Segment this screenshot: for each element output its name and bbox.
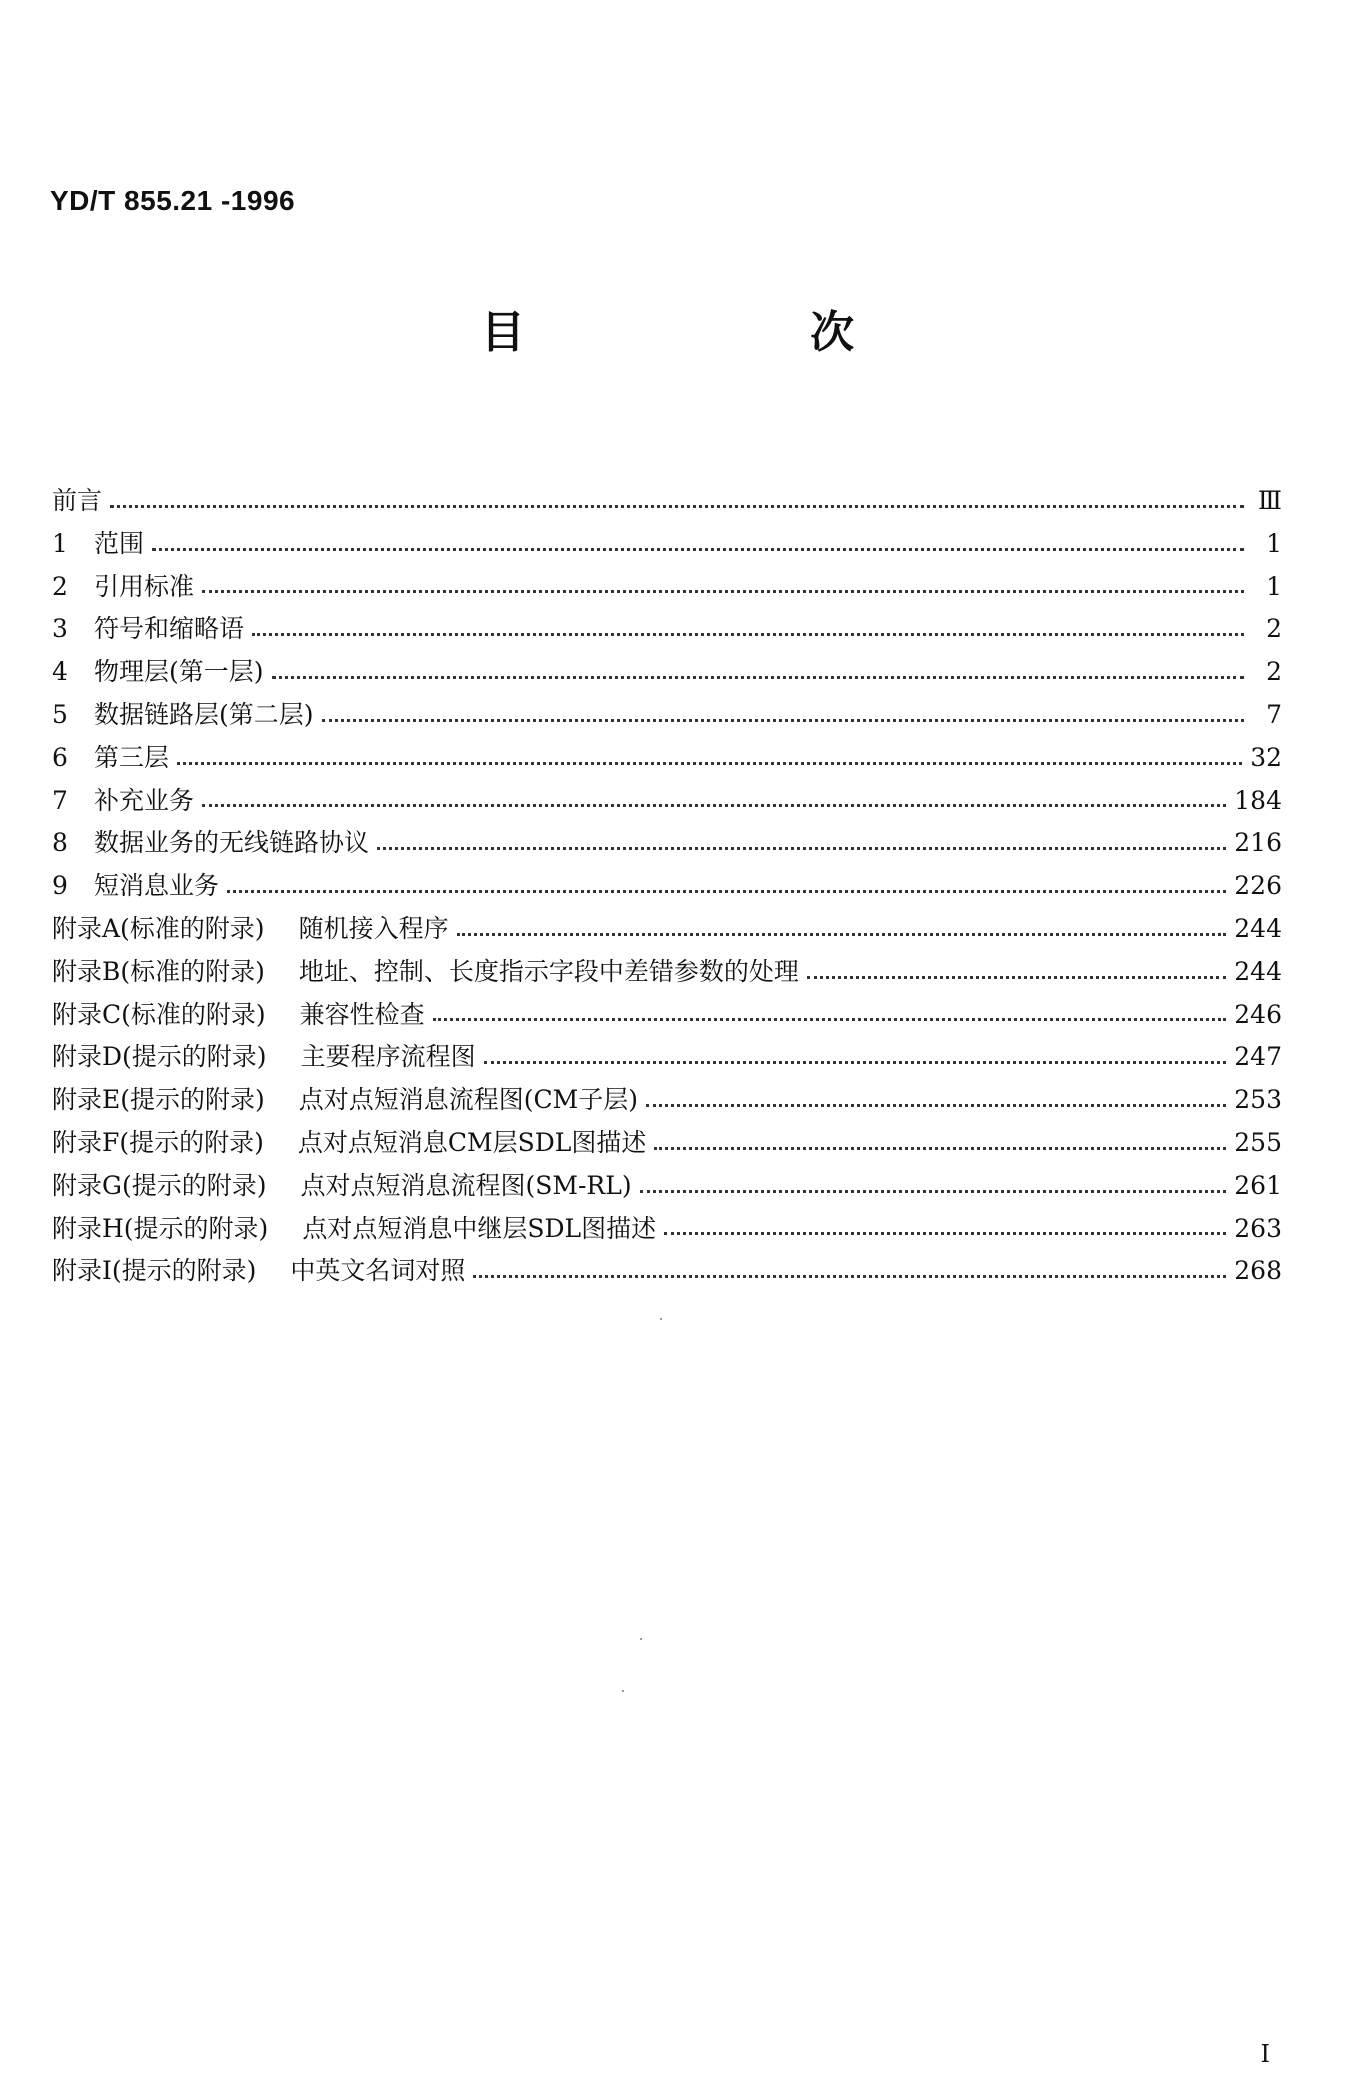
toc-entry[interactable] — [52, 609, 1282, 652]
dot-leader — [322, 719, 1244, 722]
toc-entry-label: 附录A(标准的附录) — [52, 913, 265, 943]
toc-entry-number: 8 — [52, 828, 68, 858]
dot-leader — [457, 933, 1227, 936]
dot-leader — [433, 1018, 1227, 1021]
toc-entry-subtitle: 点对点短消息中继层SDL图描述 — [302, 1213, 657, 1243]
standard-code: YD/T 855.21 -1996 — [50, 185, 296, 216]
toc-entry-page: 247 — [1234, 1042, 1282, 1072]
toc-entry[interactable] — [52, 909, 1282, 952]
toc-entry[interactable] — [52, 652, 1282, 695]
toc-entry-label: 附录C(标准的附录) — [52, 999, 266, 1029]
dot-leader — [152, 548, 1244, 551]
toc-entry-subtitle: 随机接入程序 — [298, 913, 449, 943]
toc-entry-label: 第三层 — [94, 742, 170, 772]
toc-entry-page: 7 — [1266, 699, 1282, 729]
toc-entry-label: 附录D(提示的附录) — [52, 1042, 267, 1072]
toc-entry-page: 261 — [1234, 1170, 1282, 1200]
toc-entry-subtitle: 点对点短消息流程图(CM子层) — [298, 1085, 639, 1115]
dot-leader — [202, 590, 1244, 593]
toc-entry-number: 1 — [52, 528, 68, 558]
toc-entry-label: 前言 — [52, 486, 103, 515]
toc-entry-page: 253 — [1234, 1085, 1282, 1115]
toc-entry-label: 数据链路层(第二层) — [94, 699, 314, 729]
toc-entry-label: 范围 — [94, 528, 145, 558]
toc-entry-label: 附录B(标准的附录) — [52, 956, 265, 986]
toc-entry[interactable] — [52, 738, 1282, 781]
toc-entry-page: 244 — [1234, 913, 1282, 943]
page-number: I — [1260, 2040, 1270, 2068]
toc-title: 目 次 — [480, 307, 990, 358]
toc-entry[interactable] — [52, 1080, 1282, 1123]
toc-entry-number: 6 — [52, 742, 68, 772]
toc-entry[interactable] — [52, 1209, 1282, 1252]
toc-entry[interactable] — [52, 1166, 1282, 1209]
dot-leader — [484, 1061, 1227, 1064]
toc-entry-subtitle: 主要程序流程图 — [300, 1042, 476, 1072]
dot-leader — [202, 804, 1226, 807]
toc-entry-number: 7 — [52, 785, 68, 815]
toc-entry-label: 符号和缩略语 — [94, 614, 245, 644]
toc-entry-page: 2 — [1266, 614, 1282, 644]
toc-entry-number: 5 — [52, 699, 68, 729]
dot-leader — [252, 633, 1244, 636]
toc-entry-page: 184 — [1234, 785, 1282, 815]
toc-entry-number: 4 — [52, 657, 68, 687]
toc-entry-page: 216 — [1234, 828, 1282, 858]
scan-speck — [640, 1638, 642, 1640]
toc-entry-page: 32 — [1250, 742, 1282, 772]
dot-leader — [110, 505, 1244, 508]
toc-entry-subtitle: 兼容性检查 — [299, 999, 425, 1029]
dot-leader — [377, 847, 1226, 850]
toc-entry-label: 引用标准 — [94, 571, 195, 601]
toc-entry-subtitle: 点对点短消息流程图(SM-RL) — [300, 1170, 632, 1200]
toc-entry[interactable] — [52, 1251, 1282, 1294]
toc-entry-number: 2 — [52, 571, 68, 601]
toc-entry-page: 2 — [1266, 657, 1282, 687]
toc-entry[interactable] — [52, 567, 1282, 610]
toc-entry-page: 246 — [1234, 999, 1282, 1029]
toc-entry-subtitle: 地址、控制、长度指示字段中差错参数的处理 — [298, 956, 799, 986]
dot-leader — [473, 1275, 1226, 1278]
toc-entry-label: 附录F(提示的附录) — [52, 1127, 264, 1157]
table-of-contents — [52, 481, 1282, 1294]
toc-entry-label: 短消息业务 — [94, 871, 220, 901]
toc-entry-label: 补充业务 — [94, 785, 195, 815]
toc-entry[interactable] — [52, 695, 1282, 738]
dot-leader — [654, 1147, 1226, 1150]
dot-leader — [272, 676, 1244, 679]
toc-entry-page: 1 — [1266, 571, 1282, 601]
toc-entry[interactable] — [52, 1123, 1282, 1166]
toc-entry[interactable] — [52, 995, 1282, 1038]
toc-entry-page: 268 — [1234, 1256, 1282, 1286]
dot-leader — [227, 890, 1226, 893]
toc-entry-label: 附录E(提示的附录) — [52, 1085, 265, 1115]
dot-leader — [640, 1190, 1227, 1193]
dot-leader — [177, 762, 1242, 765]
dot-leader — [646, 1104, 1226, 1107]
toc-entry[interactable] — [52, 866, 1282, 909]
dot-leader — [807, 976, 1226, 979]
toc-entry-number: 9 — [52, 871, 68, 901]
toc-entry[interactable] — [52, 823, 1282, 866]
toc-entry-page: 226 — [1234, 871, 1282, 901]
toc-entry-label: 物理层(第一层) — [94, 657, 264, 687]
toc-entry-page: 263 — [1234, 1213, 1282, 1243]
toc-entry-number: 3 — [52, 614, 68, 644]
dot-leader — [664, 1232, 1226, 1235]
toc-entry-label: 附录I(提示的附录) — [52, 1256, 257, 1286]
toc-entry[interactable] — [52, 524, 1282, 567]
toc-entry[interactable] — [52, 1037, 1282, 1080]
toc-entry-subtitle: 中英文名词对照 — [290, 1256, 466, 1286]
toc-entry-label: 附录G(提示的附录) — [52, 1170, 267, 1200]
toc-entry-page: Ⅲ — [1257, 486, 1282, 515]
toc-entry-label: 数据业务的无线链路协议 — [94, 828, 370, 858]
scan-speck — [622, 1690, 624, 1692]
toc-entry-page: 255 — [1234, 1127, 1282, 1157]
toc-entry[interactable] — [52, 781, 1282, 824]
scan-speck — [660, 1318, 662, 1320]
toc-entry[interactable] — [52, 952, 1282, 995]
toc-entry-label: 附录H(提示的附录) — [52, 1213, 269, 1243]
toc-entry-subtitle: 点对点短消息CM层SDL图描述 — [297, 1127, 647, 1157]
toc-entry-page: 1 — [1266, 528, 1282, 558]
toc-entry[interactable] — [52, 481, 1282, 524]
toc-entry-page: 244 — [1234, 956, 1282, 986]
